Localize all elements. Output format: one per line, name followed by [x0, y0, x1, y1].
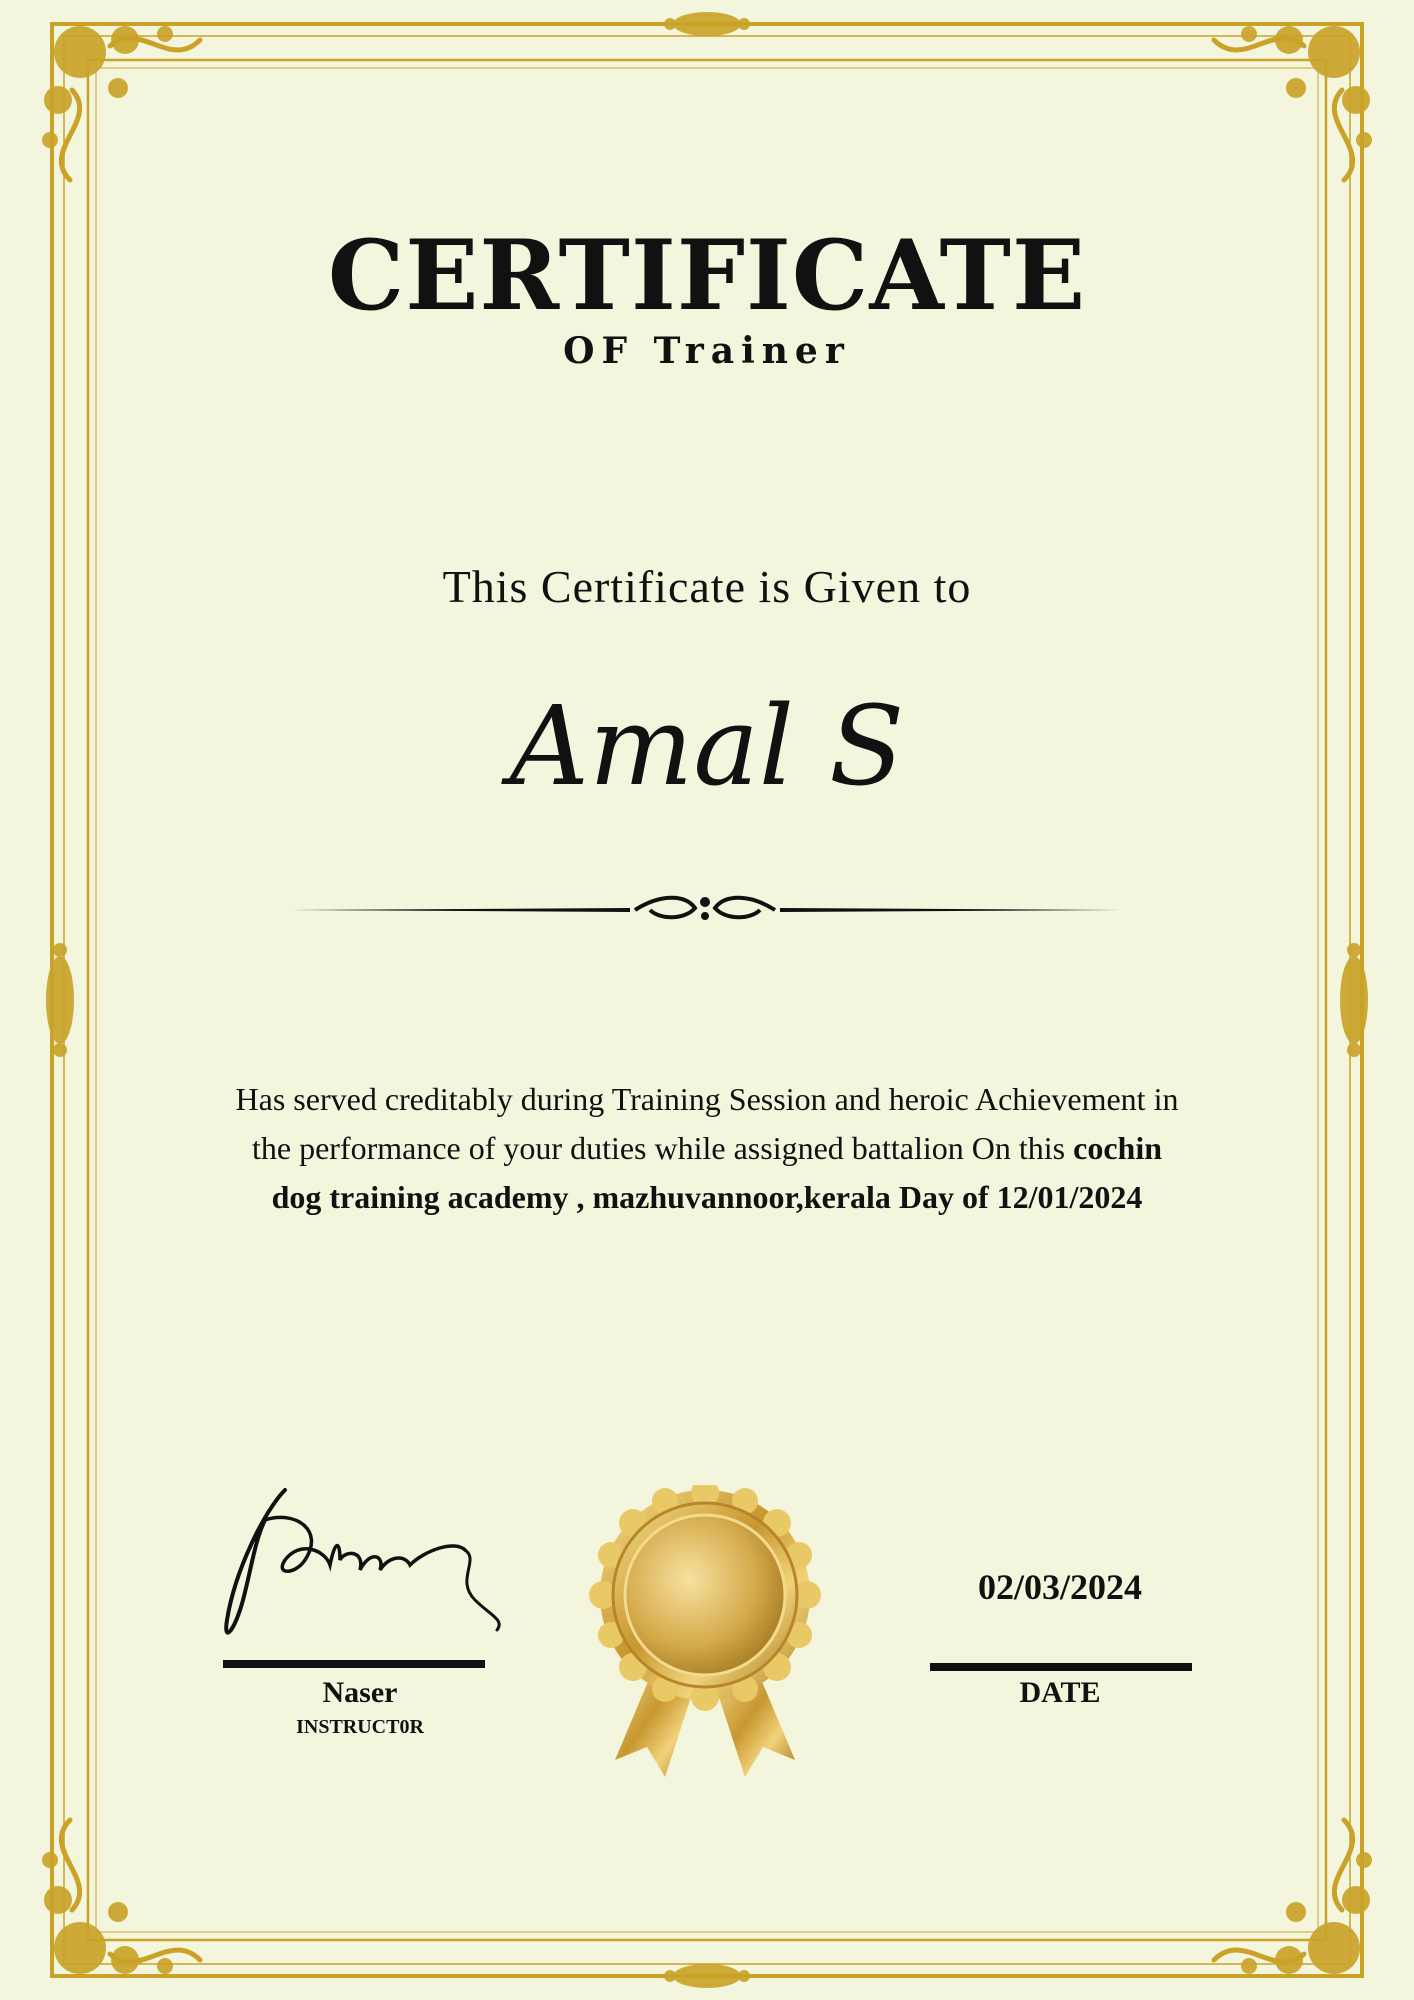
certificate-title: CERTIFICATE	[327, 219, 1087, 332]
date-value: 02/03/2024	[977, 1567, 1142, 1607]
gold-medal-seal-icon	[585, 1485, 825, 1795]
date-line	[930, 1663, 1192, 1671]
date-label: DATE	[1019, 1676, 1101, 1709]
body-line-2-text: the performance of your duties while assigned battalion On this	[251, 1130, 1074, 1166]
edge-ornament-top	[664, 12, 750, 36]
body-line-1: Has served creditably during Training Session and heroic Achievement in	[235, 1081, 1179, 1117]
ornamental-divider-icon	[290, 890, 1120, 930]
instructor-name: Naser	[322, 1676, 398, 1709]
body-line-2-bold: cochin	[1073, 1130, 1162, 1166]
recipient-name: Amal S	[509, 682, 905, 810]
certificate-subtitle: OF Trainer	[563, 330, 851, 372]
body-line-3	[110, 1173, 1304, 1222]
signature-line	[223, 1660, 485, 1668]
body-line-2	[110, 1124, 1304, 1173]
given-to-label: This Certificate is Given to	[442, 561, 972, 612]
edge-ornament-bottom	[664, 1964, 750, 1988]
signature-image	[215, 1480, 505, 1660]
certificate-body	[110, 1075, 1304, 1222]
body-line-3-bold: dog training academy , mazhuvannoor,kerala Day of 12/01/2024	[271, 1179, 1143, 1215]
instructor-role: INSTRUCT0R	[296, 1716, 424, 1738]
